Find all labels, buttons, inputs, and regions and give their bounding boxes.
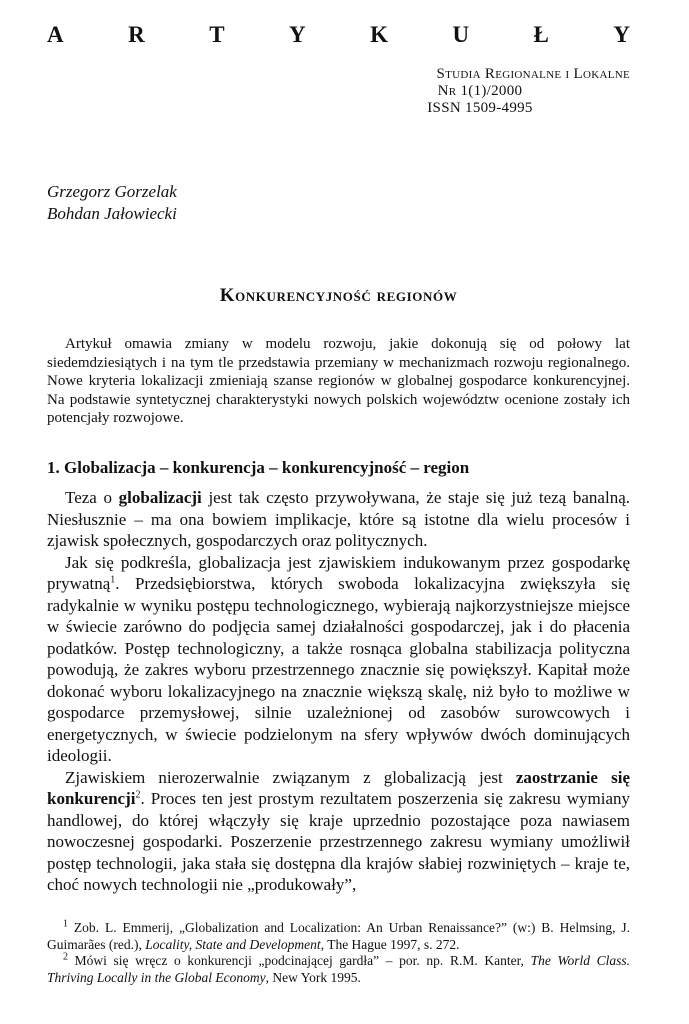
authors xyxy=(47,181,177,225)
bold-term: zaostrzanie się konkurencji xyxy=(47,767,630,808)
section-header-letter: Y xyxy=(289,22,306,47)
section-heading: 1. Globalizacja – konkurencja – konkurencyjność – region xyxy=(47,458,470,477)
journal-issue: Nr 1(1)/2000 xyxy=(437,83,523,99)
footnotes xyxy=(47,920,630,986)
section-header xyxy=(47,20,630,50)
text-run: Mówi się wręcz o konkurencji „podcinającej gardła” – por. np. R.M. Kanter, xyxy=(68,953,531,968)
text-run: Zob. L. Emmerij, „Globalization and Localization: An Urban Renaissance?” (w:) B. Helmsing, J. Guimarães (red.), xyxy=(47,920,630,952)
italic-title: Locality, State and Development xyxy=(145,936,321,952)
text-run: . Proces ten jest prostym rezultatem poszerzenia się zakresu wymiany handlowej, do której włączyły się kraje uprzednio pozostające poza nawiasem nowoczesnej gospodarki. Poszerzenie przestrzennego zakresu wymiany umożliwił postęp technologii, jaka stała się dostępna dla krajów słabiej rozwiniętych – kraje te, choć nowych technologii nie „produkowały”, xyxy=(47,789,630,894)
paragraph xyxy=(47,552,630,767)
footnote xyxy=(47,920,630,953)
text-run: Teza o xyxy=(65,488,119,507)
article-title: Konkurencyjność regionów xyxy=(219,285,458,306)
section-header-letter: U xyxy=(452,22,470,47)
section-header-letter: K xyxy=(370,22,388,47)
text-run: . Przedsiębiorstwa, których swoboda lokalizacyjna zwiększyła się radykalnie w wyniku postępu technologicznego, wybierają najkorzystniejsze miejsce w świecie zarówno do podjęcia samej działalności gospodarczej, jak i do płacenia podatków. Postęp technologiczny, a także rosnąca globalna stabilizacja polityczna powodują, że zakres wyboru przestrzennego znacznie się powiększył. Kapitał może dokonać wyboru lokalizacyjnego na znacznie większą skalę, niż było to możliwe w gospodarce przemysłowej, silnie uzależnionej od zasobów surowcowych i energetycznych, w świecie podzielonym na sfery wpływów dwóch dominujących ideologii. xyxy=(47,574,630,765)
section-header-letter: T xyxy=(209,22,225,47)
footnote xyxy=(47,953,630,986)
footnote-ref[interactable]: 2 xyxy=(135,789,141,801)
section-header-letter: Y xyxy=(613,22,630,47)
abstract-text: Artykuł omawia zmiany w modelu rozwoju, jakie dokonują się od połowy lat siedemdziesiątych i na tym tle przedstawia przemiany w mechanizmach rozwoju regionalnego. Nowe kryteria lokalizacji zmieniają szanse regionów w globalnej gospodarce konkurencyjnej. Na podstawie syntetycznej charakterystyki nowych polskich województw ocenione zostały ich potencjały rozwojowe. xyxy=(47,336,630,426)
abstract xyxy=(47,335,630,428)
footnote-number: 1 xyxy=(63,918,68,930)
section-header-letter: Ł xyxy=(533,22,549,47)
journal-info xyxy=(330,66,630,117)
footnote-ref[interactable]: 1 xyxy=(110,574,116,586)
author-name: Bohdan Jałowiecki xyxy=(47,204,177,223)
text-run: Zjawiskiem nierozerwalnie związanym z globalizacją jest xyxy=(65,767,516,787)
bold-term: globalizacji xyxy=(118,488,202,507)
paper-page xyxy=(47,0,630,1024)
paragraph xyxy=(47,767,630,896)
author-name: Grzegorz Gorzelak xyxy=(47,182,177,201)
journal-name: Studia Regionalne i Lokalne xyxy=(436,66,630,82)
body-text xyxy=(47,487,630,896)
section-header-letter: R xyxy=(128,22,145,47)
section-header-letter: A xyxy=(47,22,64,47)
journal-issn: ISSN 1509-4995 xyxy=(427,100,533,116)
text-run: Jak się podkreśla, globalizacja jest zjawiskiem indukowanym przez gospodarkę prywatną xyxy=(47,552,630,593)
paragraph xyxy=(47,487,630,552)
italic-title: The World Class. Thriving Locally in the Global Economy xyxy=(47,953,630,985)
text-run: , New York 1995. xyxy=(265,969,361,985)
text-run: , The Hague 1997, s. 272. xyxy=(320,936,460,952)
footnote-number: 2 xyxy=(63,951,68,963)
text-run: jest tak często przywoływana, że staje się już tezą banalną. Niesłusznie – ma ona bowiem implikacje, które są istotne dla wielu procesów i zjawisk społecznych, gospodarczych oraz politycznych. xyxy=(47,488,630,550)
